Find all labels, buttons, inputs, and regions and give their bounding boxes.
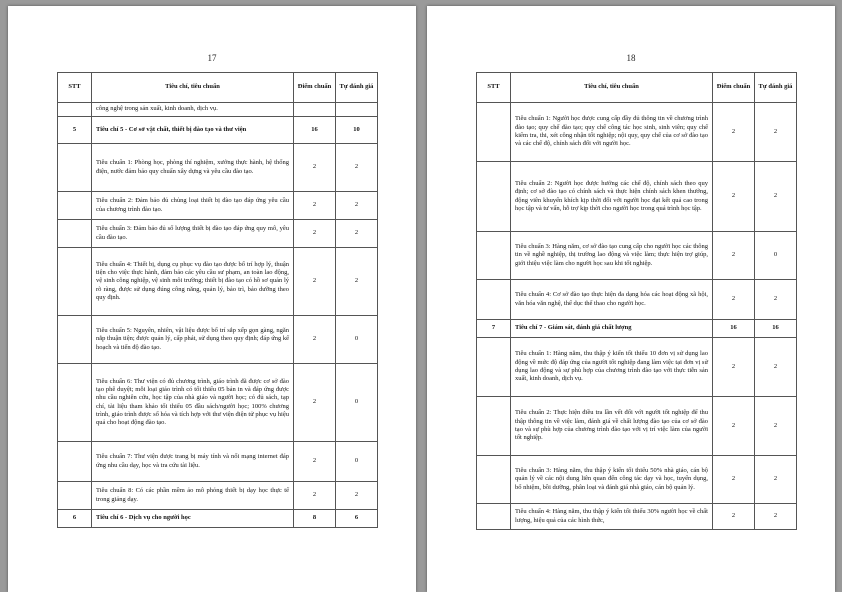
table-row [58, 316, 378, 364]
page-number: 18 [626, 53, 636, 63]
stt-cell [58, 316, 92, 364]
criterion-text: Tiêu chuẩn 2: Đảm bảo đủ chủng loại thiết bị đào tạo đáp ứng yêu cầu của chương trình đào tạo. [92, 192, 294, 220]
criterion-text: Tiêu chuẩn 1: Người học được cung cấp đầy đủ thông tin về chương trình đào tạo; quy chế đào tạo; quy chế công tác học sinh, sinh viên; quy chế kiểm tra, thi, xét công nhận tốt nghiệp; nội quy, quy chế của cơ sở đào tạo và các chế độ, chính sách đối với người học. [511, 103, 713, 162]
table-row [477, 397, 797, 456]
self-score-cell: 2 [336, 248, 378, 316]
table-row [58, 220, 378, 248]
self-score-cell: 2 [755, 456, 797, 504]
criterion-text: Tiêu chuẩn 5: Nguyên, nhiên, vật liệu được bố trí sắp xếp gọn gàng, ngăn nắp thuận tiện; được quản lý, cấp phát, sử dụng theo quy định; đáp ứng kế hoạch và tiến độ đào tạo. [92, 316, 294, 364]
criterion-text: Tiêu chuẩn 4: Thiết bị, dụng cụ phục vụ đào tạo được bố trí hợp lý, thuận tiện cho việc thực hành, đảm bảo các yêu cầu sư phạm, an toàn lao động, vệ sinh công nghiệp, vệ sinh môi trường; thiết bị đào tạo có hồ sơ quản lý rõ ràng, được sử dụng đúng công năng, quản lý, bảo trì, bảo dưỡng theo quy định. [92, 248, 294, 316]
criterion-text: Tiêu chuẩn 2: Người học được hưởng các chế độ, chính sách theo quy định; cơ sở đào tạo có chính sách và thực hiện chính sách khen thưởng, động viên khuyến khích kịp thời đối với người học đạt kết quả cao trong học tập và tư vấn, hỗ trợ kịp thời cho người học trong quá trình học tập. [511, 162, 713, 232]
self-score-cell: 2 [336, 144, 378, 192]
table-row [477, 103, 797, 162]
self-score-cell: 16 [755, 320, 797, 338]
criterion-group-row [58, 510, 378, 528]
table-row [477, 456, 797, 504]
max-score-cell [294, 103, 336, 117]
header-stt: STT [477, 73, 511, 103]
max-score-cell: 2 [713, 103, 755, 162]
header-max-score: Điểm chuẩn [713, 73, 755, 103]
header-max-score: Điểm chuẩn [294, 73, 336, 103]
document-page-left [8, 6, 416, 592]
criteria-table [57, 72, 378, 528]
criterion-text: Tiêu chuẩn 2: Thực hiện điều tra lần vết đối với người tốt nghiệp để thu thập thông tin về việc làm, đánh giá về chất lượng đào tạo của cơ sở đào tạo và sự phù hợp của chương trình đào tạo với vị trí việc làm của người tốt nghiệp. [511, 397, 713, 456]
stt-cell [477, 162, 511, 232]
table-row [58, 144, 378, 192]
stt-cell [58, 248, 92, 316]
document-page-right [427, 6, 835, 592]
table-row [58, 192, 378, 220]
stt-cell [477, 338, 511, 397]
self-score-cell: 2 [755, 280, 797, 320]
criterion-group-row [58, 117, 378, 144]
header-stt: STT [58, 73, 92, 103]
criteria-table [476, 72, 797, 530]
max-score-cell: 2 [294, 482, 336, 510]
table-row [58, 248, 378, 316]
max-score-cell: 2 [713, 338, 755, 397]
self-score-cell: 2 [755, 397, 797, 456]
stt-cell [58, 482, 92, 510]
table-row [477, 504, 797, 530]
max-score-cell: 2 [713, 456, 755, 504]
criterion-text: công nghệ trong sản xuất, kinh doanh, dịch vụ. [92, 103, 294, 117]
self-score-cell: 0 [336, 364, 378, 442]
table-row [58, 482, 378, 510]
self-score-cell: 0 [336, 316, 378, 364]
criterion-text: Tiêu chuẩn 3: Đảm bảo đủ số lượng thiết bị đào tạo đáp ứng quy mô, yêu cầu đào tạo. [92, 220, 294, 248]
criterion-text: Tiêu chuẩn 4: Cơ sở đào tạo thực hiện đa dạng hóa các hoạt động xã hội, văn hóa văn nghệ, thể dục thể thao cho người học. [511, 280, 713, 320]
criterion-text: Tiêu chuẩn 1: Hàng năm, thu thập ý kiến tối thiểu 10 đơn vị sử dụng lao động về mức độ đáp ứng của người tốt nghiệp đang làm việc tại đơn vị sử dụng lao động và sự phù hợp của chương trình đào tạo với thực tiễn sản xuất, kinh doanh, dịch vụ. [511, 338, 713, 397]
table-row [477, 338, 797, 397]
stt-cell [477, 232, 511, 280]
max-score-cell: 2 [294, 144, 336, 192]
max-score-cell: 16 [294, 117, 336, 144]
table-header-row [477, 73, 797, 103]
stt-cell [477, 456, 511, 504]
stt-cell [477, 103, 511, 162]
self-score-cell [336, 103, 378, 117]
table-header-row [58, 73, 378, 103]
table-body [477, 103, 797, 530]
table-row [477, 232, 797, 280]
max-score-cell: 2 [294, 192, 336, 220]
self-score-cell: 0 [755, 232, 797, 280]
stt-cell [58, 442, 92, 482]
max-score-cell: 2 [294, 364, 336, 442]
self-score-cell: 2 [755, 103, 797, 162]
criterion-text: Tiêu chí 7 - Giám sát, đánh giá chất lượng [511, 320, 713, 338]
max-score-cell: 2 [713, 397, 755, 456]
criterion-text: Tiêu chuẩn 6: Thư viện có đủ chương trình, giáo trình đã được cơ sở đào tạo phê duyệt; mỗi loại giáo trình có tối thiểu 05 bản in và đáp ứng được nhu cầu nghiên cứu, học tập của nhà giáo và người học; có đủ sách, tạp chí, tài liệu tham khảo tối thiểu 05 đầu sách/người học; 100% chương trình, giáo trình được số hóa và tích hợp với thư viện điện tử phục vụ hiệu quả cho hoạt động đào tạo. [92, 364, 294, 442]
stt-cell [58, 103, 92, 117]
self-score-cell: 2 [336, 482, 378, 510]
table-row [58, 442, 378, 482]
max-score-cell: 2 [713, 280, 755, 320]
stt-cell: 5 [58, 117, 92, 144]
stt-cell [58, 144, 92, 192]
max-score-cell: 2 [713, 162, 755, 232]
stt-cell [58, 220, 92, 248]
max-score-cell: 2 [294, 248, 336, 316]
self-score-cell: 2 [755, 338, 797, 397]
criterion-text: Tiêu chuẩn 1: Phòng học, phòng thí nghiệm, xưởng thực hành, hệ thống điện, nước đảm bảo quy chuẩn xây dựng và yêu cầu đào tạo. [92, 144, 294, 192]
table-row [58, 103, 378, 117]
self-score-cell: 6 [336, 510, 378, 528]
self-score-cell: 2 [755, 162, 797, 232]
criterion-text: Tiêu chuẩn 8: Có các phần mềm ảo mô phỏng thiết bị dạy học thực tế trong giảng dạy. [92, 482, 294, 510]
max-score-cell: 2 [294, 442, 336, 482]
table-row [477, 162, 797, 232]
self-score-cell: 0 [336, 442, 378, 482]
header-criteria: Tiêu chí, tiêu chuẩn [511, 73, 713, 103]
max-score-cell: 2 [713, 232, 755, 280]
max-score-cell: 8 [294, 510, 336, 528]
self-score-cell: 2 [755, 504, 797, 530]
stt-cell: 7 [477, 320, 511, 338]
stt-cell [477, 504, 511, 530]
header-self-score: Tự đánh giá [336, 73, 378, 103]
max-score-cell: 2 [713, 504, 755, 530]
stt-cell [58, 192, 92, 220]
max-score-cell: 2 [294, 316, 336, 364]
stt-cell: 6 [58, 510, 92, 528]
criterion-text: Tiêu chuẩn 3: Hàng năm, thu thập ý kiến tối thiểu 50% nhà giáo, cán bộ quản lý về các nội dung liên quan đến công tác dạy và học, tuyển dụng, bổ nhiệm, bồi dưỡng, phân loại và đánh giá nhà giáo, cán bộ quản lý. [511, 456, 713, 504]
self-score-cell: 2 [336, 220, 378, 248]
criterion-text: Tiêu chuẩn 7: Thư viện được trang bị máy tính và nối mạng internet đáp ứng nhu cầu dạy, học và tra cứu tài liệu. [92, 442, 294, 482]
table-body [58, 103, 378, 528]
criterion-text: Tiêu chí 5 - Cơ sở vật chất, thiết bị đào tạo và thư viện [92, 117, 294, 144]
page-number: 17 [207, 53, 217, 63]
stt-cell [58, 364, 92, 442]
header-criteria: Tiêu chí, tiêu chuẩn [92, 73, 294, 103]
max-score-cell: 2 [294, 220, 336, 248]
criterion-text: Tiêu chuẩn 3: Hàng năm, cơ sở đào tạo cung cấp cho người học các thông tin về nghề nghiệp, thị trường lao động và việc làm; thực hiện trợ giúp, giới thiệu việc làm cho người học sau khi tốt nghiệp. [511, 232, 713, 280]
self-score-cell: 2 [336, 192, 378, 220]
criterion-text: Tiêu chuẩn 4: Hàng năm, thu thập ý kiến tối thiểu 30% người học về chất lượng, hiệu quả của các hình thức, [511, 504, 713, 530]
table-row [58, 364, 378, 442]
header-self-score: Tự đánh giá [755, 73, 797, 103]
criterion-text: Tiêu chí 6 - Dịch vụ cho người học [92, 510, 294, 528]
stt-cell [477, 397, 511, 456]
table-row [477, 280, 797, 320]
max-score-cell: 16 [713, 320, 755, 338]
self-score-cell: 10 [336, 117, 378, 144]
criterion-group-row [477, 320, 797, 338]
stt-cell [477, 280, 511, 320]
